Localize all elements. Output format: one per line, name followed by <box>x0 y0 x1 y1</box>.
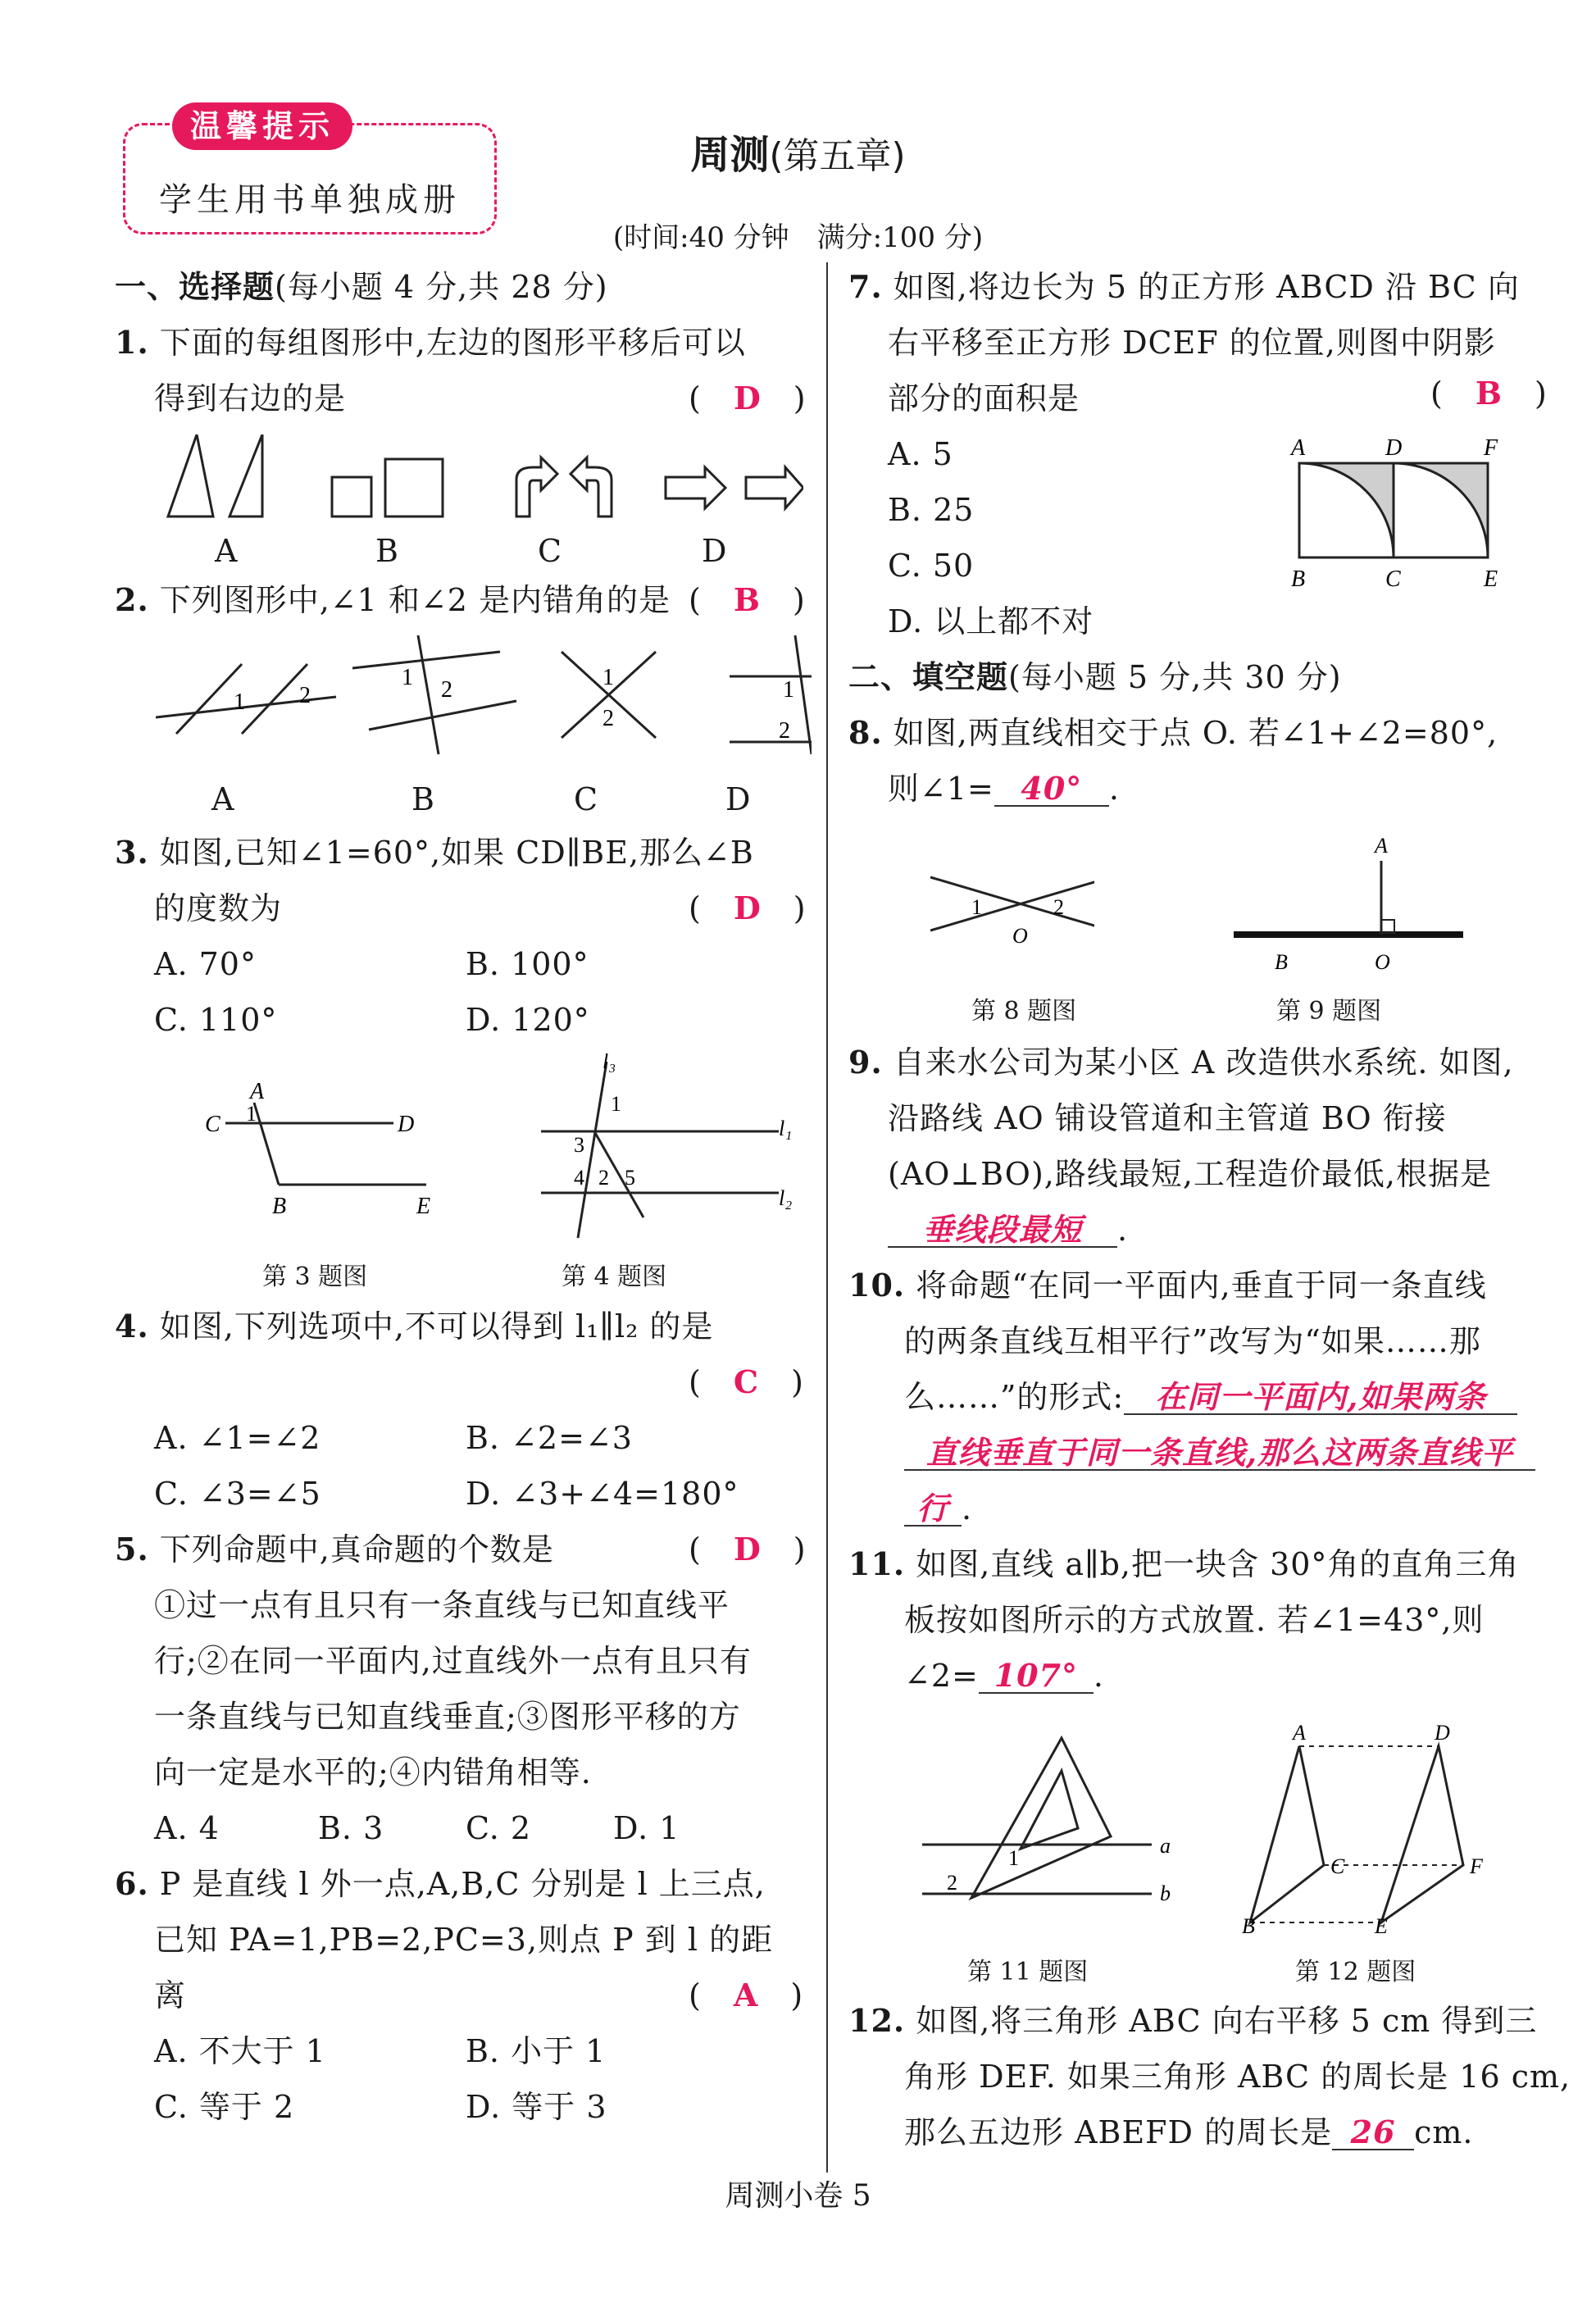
q2-a-angle1: 1 <box>234 689 245 715</box>
q8-figure <box>930 861 1094 959</box>
q12-label-a: A <box>1293 1722 1306 1745</box>
q5-line4: 一条直线与已知直线垂直;③图形平移的方 <box>154 1699 741 1735</box>
q10-line1 <box>848 1269 1487 1302</box>
q3-answer-value: D <box>733 890 762 926</box>
q1-label-c: C <box>538 533 563 569</box>
section2-note: (每小题 5 分,共 30 分) <box>1008 659 1342 695</box>
q10-line2: 的两条直线互相平行”改写为“如果……那 <box>904 1323 1481 1359</box>
q10-answer-part2: 直线垂直于同一条直线,那么这两条直线平 <box>904 1436 1535 1471</box>
q12-label-c: C <box>1330 1854 1345 1878</box>
q11-number: 11. <box>848 1545 906 1582</box>
section1-heading <box>115 268 608 305</box>
tip-text: 学生用书单独成册 <box>159 181 461 219</box>
q4-angle4: 4 <box>574 1166 584 1190</box>
section2-heading <box>848 658 1342 695</box>
q7-option-c: C. 50 <box>888 548 975 584</box>
q1-label-b: B <box>375 533 399 569</box>
q5-number: 5. <box>115 1531 149 1568</box>
q12-label-f: F <box>1470 1854 1483 1878</box>
tip-badge: 温馨提示 <box>172 102 352 150</box>
q5-line2: ①过一点有且只有一条直线与已知直线平 <box>154 1587 730 1623</box>
q7-answer-value: B <box>1475 375 1503 412</box>
q2-text1: 下列图形中,∠1 和∠2 是内错角的是 <box>159 582 671 618</box>
q9-line3: (AO⊥BO),路线最短,工程造价最低,根据是 <box>888 1156 1493 1192</box>
q5-line5: 向一定是水平的;④内错角相等. <box>154 1754 592 1790</box>
q12-triangle-abc <box>1250 1746 1324 1922</box>
q3-option-d: D. 120° <box>466 1002 590 1038</box>
q8-caption: 第 8 题图 <box>971 997 1077 1026</box>
q11-figure <box>914 1722 1184 1927</box>
q3-text1: 如图,已知∠1=60°,如果 CD∥BE,那么∠B <box>159 835 754 871</box>
q5-option-b: B. 3 <box>318 1810 384 1846</box>
q8-line1 <box>848 714 1498 751</box>
q3-label-e: E <box>416 1194 431 1219</box>
q10-line5: 行 . <box>904 1492 972 1527</box>
q2-label-d: D <box>725 781 752 817</box>
q6-line3: 离 <box>154 1977 187 2013</box>
q4-label-l1: l₁ <box>779 1117 793 1140</box>
q7-number: 7. <box>848 268 883 305</box>
q7-label-f: F <box>1484 435 1498 461</box>
q3-option-b: B. 100° <box>466 946 589 982</box>
q1-b-small-square <box>332 477 371 516</box>
q1-label-d: D <box>702 533 728 569</box>
q9-label-a: A <box>1375 836 1388 858</box>
q12-line3 <box>904 2116 1474 2150</box>
q4-label-l3: l₃ <box>602 1053 616 1073</box>
q7-label-c: C <box>1385 566 1401 592</box>
q12-number: 12. <box>848 2002 906 2039</box>
q7-line2: 右平移至正方形 DCEF 的位置,则图中阴影 <box>888 325 1496 361</box>
q2-d-angle2: 2 <box>779 718 790 744</box>
q4-option-b: B. ∠2=∠3 <box>466 1420 633 1456</box>
q7-text1: 如图,将边长为 5 的正方形 ABCD 沿 BC 向 <box>893 269 1520 305</box>
q1-text1: 下面的每组图形中,左边的图形平移后可以 <box>159 325 746 361</box>
q5-answer-value: D <box>733 1531 762 1568</box>
q5-option-d: D. 1 <box>613 1810 680 1846</box>
q1-line1 <box>115 326 746 359</box>
q4-angle5: 5 <box>625 1166 635 1190</box>
q6-option-a: A. 不大于 1 <box>154 2033 326 2069</box>
q12-label-e: E <box>1375 1914 1388 1935</box>
q3-caption: 第 3 题图 <box>262 1263 368 1291</box>
q3-option-a: A. 70° <box>154 946 257 982</box>
q2-label-b: B <box>412 781 435 817</box>
q7-label-e: E <box>1484 566 1498 592</box>
q4-option-a: A. ∠1=∠2 <box>154 1420 321 1456</box>
title-sub: (第五章) <box>769 135 906 177</box>
q3-line1 <box>115 836 754 869</box>
q4-angle2: 2 <box>598 1166 609 1190</box>
q2-b-angle2: 2 <box>441 677 452 703</box>
q5-option-a: A. 4 <box>154 1810 220 1846</box>
q4-option-d: D. ∠3+∠4=180° <box>466 1476 739 1512</box>
q8-answer: 40° <box>994 772 1109 807</box>
q3-label-b: B <box>272 1194 287 1219</box>
q3-angle1: 1 <box>246 1102 257 1126</box>
q12-line2: 角形 DEF. 如果三角形 ABC 的周长是 16 cm, <box>904 2059 1571 2095</box>
q2-d-angle1: 1 <box>783 677 794 703</box>
q2-d-transversal <box>795 635 812 754</box>
q9-line1 <box>848 1046 1514 1079</box>
q10-text1: 将命题“在同一平面内,垂直于同一条直线 <box>916 1267 1487 1304</box>
q4-text1: 如图,下列选项中,不可以得到 l₁∥l₂ 的是 <box>159 1308 714 1345</box>
q9-text1: 自来水公司为某小区 A 改造供水系统. 如图, <box>893 1044 1514 1081</box>
q5-option-c: C. 2 <box>466 1810 532 1846</box>
q2-label-a: A <box>211 781 235 817</box>
title-main: 周测 <box>690 132 770 178</box>
q4-angle1: 1 <box>611 1092 621 1116</box>
q10-line4 <box>904 1436 1535 1471</box>
q8-text1: 如图,两直线相交于点 O. 若∠1+∠2=80°, <box>893 715 1498 751</box>
q4-option-c: C. ∠3=∠5 <box>154 1476 321 1512</box>
q9-right-angle <box>1381 920 1394 933</box>
q11-answer: 107° <box>979 1659 1094 1694</box>
q2-b-line2 <box>369 701 516 730</box>
q9-line4: 垂线段最短 . <box>888 1213 1128 1248</box>
q1-a-right-triangle <box>230 435 262 516</box>
q4-caption: 第 4 题图 <box>562 1263 667 1291</box>
q11-text1: 如图,直线 a∥b,把一块含 30°角的直角三角 <box>916 1546 1520 1582</box>
q11-triangle-inner <box>1021 1771 1078 1849</box>
q6-option-d: D. 等于 3 <box>466 2089 607 2125</box>
q12-label-b: B <box>1242 1914 1255 1935</box>
q3-number: 3. <box>115 834 149 871</box>
section1-title: 一、选择题 <box>115 268 275 305</box>
q10-prefix: 么……”的形式: <box>904 1379 1125 1415</box>
q5-line3: 行;②在同一平面内,过直线外一点有且只有 <box>154 1643 752 1679</box>
q11-line2: 板按如图所示的方式放置. 若∠1=43°,则 <box>904 1602 1485 1638</box>
page-title <box>0 123 1596 180</box>
q8-number: 8. <box>848 714 883 751</box>
q2-a-angle2: 2 <box>299 683 311 708</box>
q2-answer: ( B ) <box>689 581 806 618</box>
q6-answer: ( A ) <box>689 1977 804 2013</box>
q3-answer: ( D ) <box>689 890 807 926</box>
q7-shaded-left <box>1299 463 1394 557</box>
q1-d-left-arrow <box>666 467 725 508</box>
q2-answer-value: B <box>733 581 761 618</box>
q11-caption: 第 11 题图 <box>967 1958 1089 1986</box>
q12-caption: 第 12 题图 <box>1295 1958 1416 1986</box>
q9-answer: 垂线段最短 <box>888 1213 1117 1248</box>
q3-label-c: C <box>205 1112 221 1137</box>
q7-answer: ( B ) <box>1430 375 1548 412</box>
q8-label-o: O <box>1012 924 1028 948</box>
q11-angle2: 2 <box>947 1871 957 1895</box>
q5-answer: ( D ) <box>689 1531 807 1568</box>
q6-text1: P 是直线 l 外一点,A,B,C 分别是 l 上三点, <box>159 1866 766 1902</box>
q7-line1 <box>848 268 1520 305</box>
q3-figure <box>205 1062 467 1226</box>
q1-answer-value: D <box>733 380 762 416</box>
q12-triangle-def <box>1381 1746 1463 1922</box>
q12-text1: 如图,将三角形 ABC 向右平移 5 cm 得到三 <box>916 2003 1538 2039</box>
q7-option-a: A. 5 <box>888 436 953 472</box>
q12-line1 <box>848 2004 1537 2037</box>
q2-line1 <box>115 581 671 618</box>
q4-angle3: 3 <box>574 1133 584 1157</box>
q11-angle1: 1 <box>1008 1846 1019 1870</box>
q8-prefix: 则∠1= <box>888 771 994 807</box>
q10-answer-part3: 行 <box>904 1492 962 1527</box>
q4-number: 4. <box>115 1308 149 1345</box>
q11-label-a: a <box>1160 1834 1171 1858</box>
q1-c-right-arrow <box>516 457 557 516</box>
column-divider <box>826 262 828 2173</box>
q8-angle2: 2 <box>1053 895 1064 919</box>
q2-c-angle2: 2 <box>602 706 614 731</box>
q3-label-a: A <box>250 1079 265 1104</box>
q9-line2: 沿路线 AO 铺设管道和主管道 BO 衔接 <box>888 1100 1447 1136</box>
q7-option-b: B. 25 <box>888 492 975 528</box>
q1-d-right-arrow <box>746 467 803 508</box>
q12-figure <box>1234 1722 1504 1935</box>
q11-line1 <box>848 1545 1520 1582</box>
q11-label-b: b <box>1160 1881 1171 1905</box>
q11-prefix: ∠2= <box>904 1658 979 1694</box>
q2-b-transversal <box>418 635 439 754</box>
q7-label-b: B <box>1291 566 1306 592</box>
q6-line2: 已知 PA=1,PB=2,PC=3,则点 P 到 l 的距 <box>154 1922 774 1958</box>
q6-number: 6. <box>115 1865 149 1902</box>
q7-label-a: A <box>1291 435 1306 461</box>
q3-label-d: D <box>398 1112 415 1137</box>
section2-title: 二、填空题 <box>848 658 1009 695</box>
q9-figure <box>1217 836 1480 976</box>
q11-line3: ∠2= 107° . <box>904 1657 1104 1694</box>
q9-number: 9. <box>848 1044 883 1081</box>
q1-number: 1. <box>115 324 149 361</box>
q9-caption: 第 9 题图 <box>1276 997 1382 1026</box>
q10-answer-part1: 在同一平面内,如果两条 <box>1124 1381 1517 1415</box>
q7-option-d: D. 以上都不对 <box>888 603 1094 639</box>
q11-triangle-outer <box>971 1738 1111 1898</box>
q12-unit: cm. <box>1414 2114 1474 2150</box>
q12-prefix: 那么五边形 ABEFD 的周长是 <box>904 2114 1333 2150</box>
q1-c-left-arrow <box>571 457 612 516</box>
q5-line1 <box>115 1533 554 1566</box>
q2-a-line1 <box>176 664 242 734</box>
q4-answer: ( C ) <box>689 1363 804 1400</box>
q5-text1: 下列命题中,真命题的个数是 <box>159 1531 554 1568</box>
page-footer: 周测小卷 5 <box>725 2179 871 2213</box>
q4-label-l2: l₂ <box>779 1186 793 1210</box>
q1-b-large-square <box>385 459 443 516</box>
q10-line3 <box>904 1378 1517 1415</box>
q10-number: 10. <box>848 1267 906 1304</box>
q7-figure <box>1283 430 1545 594</box>
q2-b-line1 <box>352 652 500 668</box>
q2-label-c: C <box>574 781 599 817</box>
q7-shaded-right <box>1394 463 1488 557</box>
q6-answer-value: A <box>733 1977 759 2013</box>
q2-figure <box>156 635 812 758</box>
q2-c-angle1: 1 <box>602 665 614 690</box>
q2-a-line2 <box>242 664 307 734</box>
q1-answer: ( D ) <box>689 380 807 416</box>
q9-label-o: O <box>1375 950 1390 974</box>
q1-label-a: A <box>215 533 239 569</box>
time-info: (时间:40 分钟 满分:100 分) <box>612 221 984 254</box>
q1-line2: 得到右边的是 <box>154 380 347 416</box>
q4-figure <box>533 1053 795 1242</box>
q12-label-d: D <box>1435 1722 1450 1745</box>
q6-option-c: C. 等于 2 <box>154 2089 295 2125</box>
q7-line3: 部分的面积是 <box>888 380 1080 416</box>
q4-line1 <box>115 1310 713 1343</box>
q4-answer-value: C <box>733 1363 760 1400</box>
q12-answer: 26 <box>1332 2116 1414 2150</box>
section1-note: (每小题 4 分,共 28 分) <box>275 269 608 305</box>
q8-line2: 则∠1= 40° . <box>888 770 1120 807</box>
q6-option-b: B. 小于 1 <box>466 2033 607 2069</box>
q9-label-b: B <box>1275 950 1288 974</box>
q3-line2: 的度数为 <box>154 890 283 926</box>
q3-line-ab <box>254 1103 279 1185</box>
q3-option-c: C. 110° <box>154 1002 278 1038</box>
q7-label-d: D <box>1385 435 1403 461</box>
q1-a-left-triangle <box>168 435 213 516</box>
q8-angle1: 1 <box>971 895 982 919</box>
q2-number: 2. <box>115 581 149 618</box>
q6-line1 <box>115 1865 766 1902</box>
q2-b-angle1: 1 <box>402 665 413 690</box>
